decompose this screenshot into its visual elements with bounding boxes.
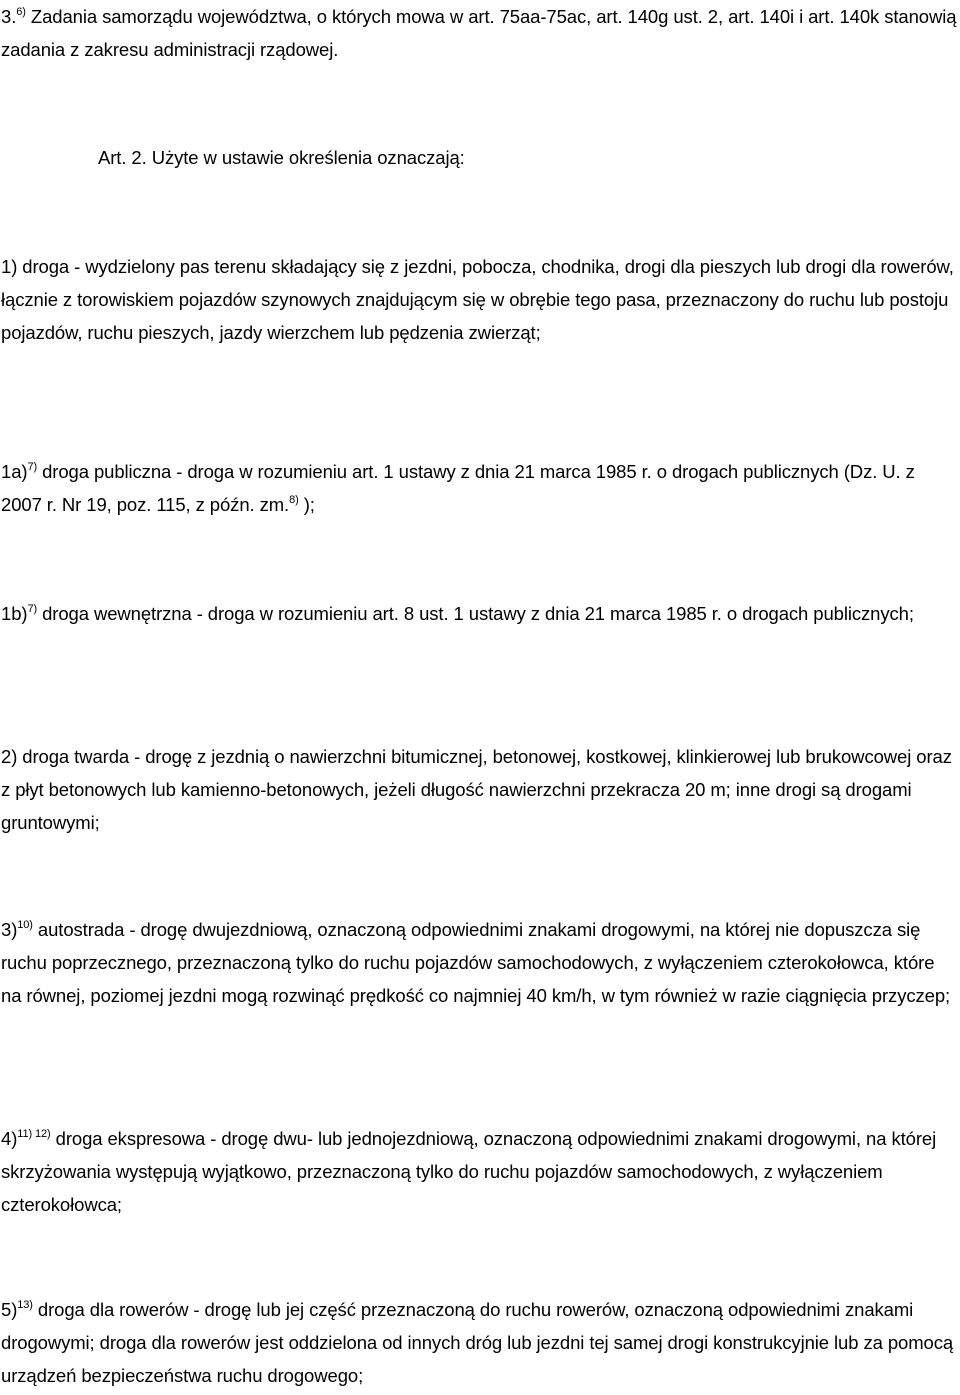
definition-number: 3) [1,919,18,940]
paragraph-3-administracja [1,0,957,66]
footnote-ref: 8) [289,494,299,506]
footnote-ref: 13) [17,1299,33,1311]
definition-text: 1) droga - wydzielony pas terenu składający się z jezdni, pobocza, chodnika, drogi dla pieszych lub drogi dla rowerów, łącznie z torowiskiem pojazdów szynowych znajdującym się w obrębie tego pasa, przeznaczony do ruchu lub postoju pojazdów, ruchu pieszych, jazdy wierzchem lub pędzenia zwierząt; [1,256,954,343]
footnote-ref: 6) [16,6,26,18]
definition-1b-droga-wewnetrzna [1,597,957,630]
footnote-ref: 10) [17,919,33,931]
definition-text: autostrada - drogę dwujezdniową, oznaczoną odpowiednimi znakami drogowymi, na której nie dopuszcza się ruchu poprzecznego, przeznaczoną tylko do ruchu pojazdów samochodowych, z wyłączeniem czterokołowca, które na równej, poziomej jezdni mogą rozwinąć prędkość co najmniej 40 km/h, w tym również w razie ciągnięcia przyczep; [1,919,951,1006]
paragraph-text: Zadania samorządu województwa, o których mowa w art. 75aa-75ac, art. 140g ust. 2, art. 140i i art. 140k stanowią zadania z zakresu administracji rządowej. [1,6,957,60]
definition-5-droga-dla-rowerow [1,1293,957,1392]
article-2-heading [98,141,958,174]
definition-text: droga wewnętrzna - droga w rozumieniu art. 8 ust. 1 ustawy z dnia 21 marca 1985 r. o drogach publicznych; [37,603,914,624]
definition-2-droga-twarda [1,740,957,839]
footnote-ref: 7) [27,603,38,615]
definition-number: 1b) [1,603,28,624]
paragraph-number: 3. [1,6,17,27]
definition-text: droga ekspresowa - drogę dwu- lub jednojezdniową, oznaczoną odpowiednimi znakami drogowymi, na której skrzyżowania występują wyjątkowo, przeznaczoną tylko do ruchu pojazdów samochodowych, z wyłączeniem czterokołowca; [1,1128,937,1215]
article-heading-text: Art. 2. Użyte w ustawie określenia oznaczają: [98,147,465,168]
footnote-ref: 7) [27,461,38,473]
definition-number: 5) [1,1299,18,1320]
definition-tail: ); [298,494,315,515]
definition-text: 2) droga twarda - drogę z jezdnią o nawierzchni bitumicznej, betonowej, kostkowej, klinkierowej lub brukowcowej oraz z płyt betonowych lub kamienno-betonowych, jeżeli długość nawierzchni przekracza 20 m; inne drogi są drogami gruntowymi; [1,746,952,833]
definition-1-droga [1,250,957,349]
definition-4-droga-ekspresowa [1,1122,957,1221]
footnote-ref: 11) 12) [17,1128,51,1140]
definition-text: droga dla rowerów - drogę lub jej część przeznaczoną do ruchu rowerów, oznaczoną odpowiednimi znakami drogowymi; droga dla rowerów jest oddzielona od innych dróg lub jezdni tej samej drogi konstrukcyjnie lub za pomocą urządzeń bezpieczeństwa ruchu drogowego; [1,1299,954,1386]
definition-3-autostrada [1,913,957,1012]
definition-1a-droga-publiczna [1,455,957,521]
definition-number: 4) [1,1128,18,1149]
definition-number: 1a) [1,461,28,482]
definition-text: droga publiczna - droga w rozumieniu art. 1 ustawy z dnia 21 marca 1985 r. o drogach publicznych (Dz. U. z 2007 r. Nr 19, poz. 115, z późn. zm. [1,461,915,515]
